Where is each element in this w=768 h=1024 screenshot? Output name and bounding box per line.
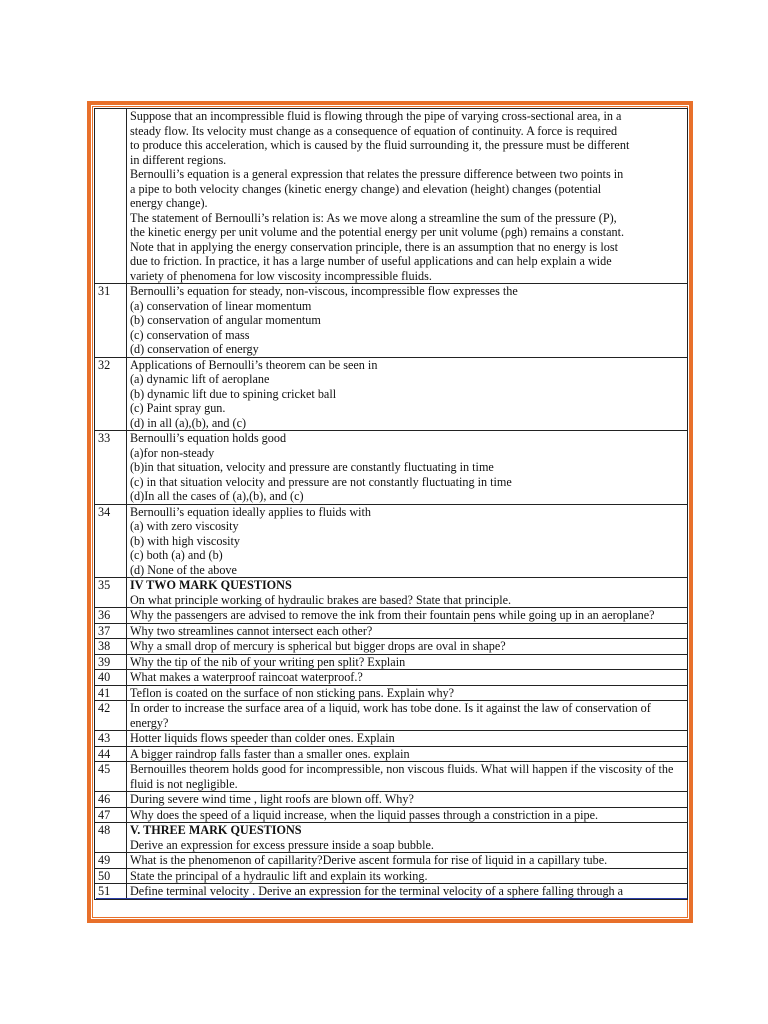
passage-line: Note that in applying the energy conservation principle, there is an assumption that no energy is lost: [130, 239, 618, 254]
passage-line: variety of phenomena for low viscosity incompressible fluids.: [130, 268, 432, 283]
option-a: (a) with zero viscosity: [130, 519, 239, 533]
question-table: [94, 108, 688, 900]
option-a: (a)for non-steady: [130, 445, 215, 460]
question-text: [127, 431, 688, 505]
question-stem: Bernoulli’s equation holds good: [130, 431, 287, 445]
question-row-35: [95, 578, 688, 608]
question-row-45: [95, 762, 688, 792]
passage-line: Bernoulli’s equation is a general expression that relates the pressure difference between two points in: [130, 167, 624, 181]
question-row-51: [95, 884, 688, 900]
passage-line: The statement of Bernoulli’s relation is: As we move along a streamline the sum of the pressure (P),: [130, 210, 617, 225]
question-text: [127, 823, 688, 853]
question-number: 32: [95, 357, 127, 431]
question-number: 50: [95, 868, 127, 884]
passage-line: Suppose that an incompressible fluid is flowing through the pipe of varying cross-sectional area, in a: [130, 109, 622, 123]
question-number: 42: [95, 701, 127, 731]
question-number: 51: [95, 884, 127, 900]
option-b: (b) conservation of angular momentum: [130, 313, 321, 327]
option-d: (d) conservation of energy: [130, 342, 259, 356]
question-text: [127, 578, 688, 608]
question-number: 39: [95, 654, 127, 670]
question-number: 41: [95, 685, 127, 701]
question-row-41: [95, 685, 688, 701]
question-text: Why the passengers are advised to remove the ink from their fountain pens while going up in an aeroplane?: [127, 608, 688, 624]
question-row-36: [95, 608, 688, 624]
question-row-44: [95, 746, 688, 762]
question-text: Why a small drop of mercury is spherical but bigger drops are oval in shape?: [127, 639, 688, 655]
passage-line: energy change).: [130, 196, 208, 210]
question-number: 43: [95, 731, 127, 747]
question-number: 37: [95, 623, 127, 639]
question-text: Define terminal velocity . Derive an expression for the terminal velocity of a sphere falling through a: [127, 884, 688, 900]
question-row-46: [95, 792, 688, 808]
option-c: (c) conservation of mass: [130, 327, 250, 342]
question-text: What is the phenomenon of capillarity?Derive ascent formula for rise of liquid in a capillary tube.: [127, 853, 688, 869]
question-text: What makes a waterproof raincoat waterproof.?: [127, 670, 688, 686]
passage-line: due to friction. In practice, it has a large number of useful applications and can help explain a wide: [130, 254, 612, 268]
question-number: 44: [95, 746, 127, 762]
question-number: 33: [95, 431, 127, 505]
question-row-33: [95, 431, 688, 505]
passage-line: to produce this acceleration, which is caused by the fluid surrounding it, the pressure must be different: [130, 138, 630, 152]
question-text: A bigger raindrop falls faster than a smaller ones. explain: [127, 746, 688, 762]
question-text: [127, 284, 688, 358]
question-row-38: [95, 639, 688, 655]
question-text: In order to increase the surface area of a liquid, work has tobe done. Is it against the law of conservation of energy?: [127, 701, 688, 731]
question-text: [127, 357, 688, 431]
question-stem: Derive an expression for excess pressure inside a soap bubble.: [130, 837, 434, 852]
question-text: State the principal of a hydraulic lift and explain its working.: [127, 868, 688, 884]
question-row-48: [95, 823, 688, 853]
bottom-rule: [96, 898, 687, 899]
option-a: (a) conservation of linear momentum: [130, 298, 312, 313]
passage-line: a pipe to both velocity changes (kinetic energy change) and elevation (height) changes (potential: [130, 181, 602, 196]
question-text: Bernouilles theorem holds good for incompressible, non viscous fluids. What will happen if the viscosity of the fluid is not negligible.: [127, 762, 688, 792]
question-text: Teflon is coated on the surface of non sticking pans. Explain why?: [127, 685, 688, 701]
question-text: During severe wind time , light roofs are blown off. Why?: [127, 792, 688, 808]
question-row-50: [95, 868, 688, 884]
question-number: 47: [95, 807, 127, 823]
question-row-31: [95, 284, 688, 358]
question-text: Why two streamlines cannot intersect each other?: [127, 623, 688, 639]
question-row-42: [95, 701, 688, 731]
question-number: 48: [95, 823, 127, 853]
question-number: 36: [95, 608, 127, 624]
section-heading-two-mark: IV TWO MARK QUESTIONS: [130, 578, 292, 592]
question-text: Hotter liquids flows speeder than colder ones. Explain: [127, 731, 688, 747]
option-d: (d)In all the cases of (a),(b), and (c): [130, 489, 304, 503]
section-heading-three-mark: V. THREE MARK QUESTIONS: [130, 823, 302, 837]
question-row-39: [95, 654, 688, 670]
question-row-37: [95, 623, 688, 639]
option-c: (c) both (a) and (b): [130, 548, 223, 562]
question-number: 45: [95, 762, 127, 792]
question-row-43: [95, 731, 688, 747]
question-row-47: [95, 807, 688, 823]
option-c: (c) Paint spray gun.: [130, 401, 226, 415]
passage-line: steady flow. Its velocity must change as a consequence of equation of continuity. A force is required: [130, 123, 618, 138]
option-b: (b) with high viscosity: [130, 533, 241, 548]
question-row-32: [95, 357, 688, 431]
question-row-34: [95, 504, 688, 578]
question-number: 38: [95, 639, 127, 655]
passage-row: [95, 109, 688, 284]
question-number: 31: [95, 284, 127, 358]
question-text: [127, 504, 688, 578]
question-row-40: [95, 670, 688, 686]
option-b: (b)in that situation, velocity and pressure are constantly fluctuating in time: [130, 460, 494, 474]
option-d: (d) in all (a),(b), and (c): [130, 415, 247, 430]
question-stem: Bernoulli’s equation for steady, non-viscous, incompressible flow expresses the: [130, 284, 518, 298]
option-d: (d) None of the above: [130, 562, 237, 577]
question-number: 46: [95, 792, 127, 808]
question-stem: Bernoulli’s equation ideally applies to fluids with: [130, 504, 372, 519]
passage-line: the kinetic energy per unit volume and the potential energy per unit volume (ρgh) remains a constant.: [130, 225, 625, 239]
question-number: 40: [95, 670, 127, 686]
question-text: Why does the speed of a liquid increase, when the liquid passes through a constriction in a pipe.: [127, 807, 688, 823]
question-stem: Applications of Bernoulli’s theorem can be seen in: [130, 357, 378, 372]
question-number: 35: [95, 578, 127, 608]
option-a: (a) dynamic lift of aeroplane: [130, 372, 270, 386]
question-number: 49: [95, 853, 127, 869]
passage-cell: [127, 109, 688, 284]
passage-line: in different regions.: [130, 152, 227, 167]
option-c: (c) in that situation velocity and pressure are not constantly fluctuating in time: [130, 474, 512, 489]
question-text: Why the tip of the nib of your writing pen split? Explain: [127, 654, 688, 670]
option-b: (b) dynamic lift due to spining cricket ball: [130, 386, 337, 401]
passage-number-cell: [95, 109, 127, 284]
question-number: 34: [95, 504, 127, 578]
question-stem: On what principle working of hydraulic brakes are based? State that principle.: [130, 592, 512, 607]
question-row-49: [95, 853, 688, 869]
